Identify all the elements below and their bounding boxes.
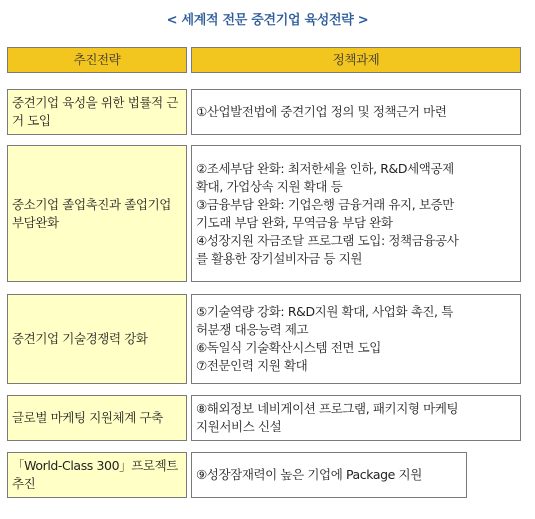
- policy-line: ⑤기술역량 강화: R&D지원 확대, 사업화 촉진, 특: [196, 304, 453, 319]
- strategy-cell-4: [7, 395, 187, 441]
- policy-line: ⑦전문인력 지원 확대: [196, 358, 308, 373]
- strategy-text: 글로벌 마케팅 지원체계 구축: [12, 410, 163, 425]
- policy-cell-3: [191, 294, 521, 384]
- policy-line: ④성장지원 자금조달 프로그램 도입: 정책금융공사: [196, 232, 459, 248]
- strategy-text: 중견기업 육성을 위한 법률적 근거 도입: [12, 95, 179, 128]
- strategy-cell-1: [7, 89, 187, 135]
- policy-line: ①산업발전법에 중견기업 정의 및 정책근거 마련: [196, 104, 447, 119]
- strategy-cell-5: [7, 452, 187, 498]
- policy-cell-5: [191, 452, 467, 498]
- policy-cell-2: [191, 145, 521, 282]
- strategy-text: 중견기업 기술경쟁력 강화: [12, 331, 148, 346]
- policy-line: ⑨성장잠재력이 높은 기업에 Package 지원: [196, 467, 422, 482]
- policy-cell-1: [191, 89, 521, 135]
- document-title: < 세계적 전문 중견기업 육성전략 >: [166, 13, 369, 28]
- strategy-cell-2: [7, 145, 187, 282]
- strategy-text: 중소기업 졸업촉진과 졸업기업 부담완화: [12, 196, 171, 230]
- policy-cell-4: [191, 395, 521, 441]
- policy-line: ⑧해외정보 네비게이션 프로그램, 패키지형 마케팅: [196, 401, 459, 416]
- strategy-text: 「World-Class 300」프로젝트 추진: [12, 458, 178, 491]
- policy-line: ⑥독일식 기술확산시스템 전면 도입: [196, 340, 381, 355]
- policy-line: ②조세부담 완화: 최저한세율 인하, R&D세액공제: [196, 160, 454, 176]
- policy-line: ③금융부담 완화: 기업은행 금융거래 유지, 보증만: [196, 196, 454, 212]
- header-policy: 정책과제: [191, 47, 521, 73]
- strategy-cell-3: [7, 294, 187, 384]
- policy-line: 를 활용한 장기설비자금 등 지원: [196, 250, 363, 266]
- policy-line: 확대, 가업상속 지원 확대 등: [196, 178, 343, 194]
- policy-line: 지원서비스 신설: [196, 419, 282, 434]
- policy-line: 기도래 부담 완화, 무역금융 부담 완화: [196, 214, 393, 230]
- header-strategy: 추진전략: [7, 47, 187, 73]
- policy-line: 허분쟁 대응능력 제고: [196, 322, 309, 337]
